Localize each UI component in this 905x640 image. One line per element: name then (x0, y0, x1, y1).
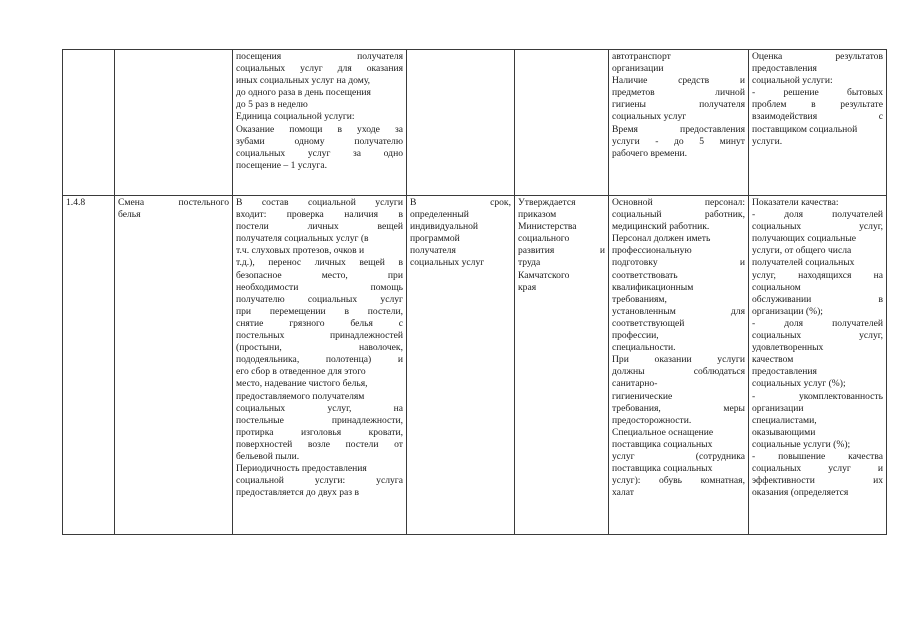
text-line: квалификационным (612, 281, 694, 293)
text-line: Единица социальной услуги: (236, 111, 355, 123)
text-line: безопасное место, при (236, 269, 403, 281)
text-line: - укомплектованность (752, 390, 883, 402)
cell-service-name (115, 196, 233, 535)
text-line: белья (118, 209, 141, 221)
cell-service-content (233, 196, 407, 535)
text-line: предоставляется до двух раз в (236, 487, 359, 499)
cell-service-number (63, 196, 115, 535)
text-line: социальных услуг, (752, 330, 883, 342)
text-line: халат (612, 487, 635, 499)
text-line: социальных услуг, на (236, 402, 403, 414)
text-line: проблем в результате (752, 99, 883, 111)
cell-quality (749, 50, 887, 196)
text-line: Смена постельного (118, 197, 229, 208)
text-line: соответствующей (612, 317, 685, 329)
text-line: требованиям, (612, 293, 667, 305)
text-line: получающих социальные (752, 233, 857, 245)
cell-conditions (609, 50, 749, 196)
text-line: автотранспорт (612, 51, 671, 62)
text-line: пододеяльника, полотенца) и (236, 354, 403, 366)
text-line: развития и (518, 245, 605, 257)
text-line: получателя (410, 245, 456, 257)
text-line: услуги - до 5 минут (612, 135, 745, 147)
text-line: - повышение качества (752, 450, 883, 462)
cell-tariff-empty (515, 50, 609, 196)
continued-row (63, 50, 887, 196)
text-line: социальных услуг для оказания (236, 63, 403, 75)
text-line: программой (410, 233, 460, 245)
text-line: зубами одному получателю (236, 135, 403, 147)
text-line: (простыни, наволочек, (236, 342, 403, 354)
text-line: качеством (752, 354, 794, 366)
text-line: входит: проверка наличия в (236, 209, 403, 221)
text-line: Время предоставления (612, 123, 745, 135)
text-line: установленным для (612, 305, 745, 317)
text-line: Показатели качества: (752, 197, 839, 208)
text-line: подготовку и (612, 257, 745, 269)
text-line: гигиены получателя (612, 99, 745, 111)
text-line: рабочего времени. (612, 147, 688, 159)
text-line: труда (518, 257, 541, 269)
text-line: постельных принадлежностей (236, 330, 403, 342)
text-line: поставщика социальных (612, 463, 713, 475)
text-line: услуг): обувь комнатная, (612, 475, 745, 487)
text-line: протирка изголовья кровати, (236, 426, 403, 438)
cell-service-quality (749, 196, 887, 535)
text-line: социальных услуг (612, 111, 687, 123)
text-line: При оказании услуги (612, 354, 745, 366)
text-line: снятие грязного белья с (236, 317, 403, 329)
text-line: получателя социальных услуг (в (236, 233, 369, 245)
text-line: Утверждается (518, 197, 576, 208)
service-row-1-4-8 (63, 196, 887, 535)
text-line: профессии, (612, 330, 659, 342)
cell-number-empty (63, 50, 115, 196)
text-line: т.ч. слуховых протезов, очков и (236, 245, 365, 257)
cell-service-term (407, 196, 515, 535)
service-number: 1.4.8 (66, 197, 86, 208)
text-line: Специальное оснащение (612, 426, 714, 438)
text-line: получателей социальных (752, 257, 855, 269)
text-line: постельные принадлежности, (236, 414, 403, 426)
text-line: предоставляемого получателям (236, 390, 365, 402)
text-line: предоставления (752, 63, 817, 75)
text-line: удовлетворенных (752, 342, 824, 354)
text-line: поверхностей возле постели от (236, 438, 403, 450)
text-line: Наличие средств и (612, 75, 745, 87)
text-line: при перемещении в постели, (236, 305, 403, 317)
text-line: требования, меры (612, 402, 745, 414)
text-line: - решение бытовых (752, 87, 883, 99)
text-line: постели личных вещей (236, 221, 403, 233)
text-line: В срок, (410, 197, 511, 208)
text-line: взаимодействия с (752, 111, 883, 123)
text-line: социальном (752, 281, 801, 293)
text-line: Оценка результатов (752, 51, 883, 62)
text-line: иных социальных услуг на дому, (236, 75, 371, 87)
text-line: до одного раза в день посещения (236, 87, 371, 99)
text-line: организации (%); (752, 305, 823, 317)
text-line: услуг (сотрудника (612, 450, 745, 462)
cell-term-empty (407, 50, 515, 196)
cell-service-content (233, 50, 407, 196)
text-line: предосторожности. (612, 414, 692, 426)
text-line: специальности. (612, 342, 676, 354)
text-line: оказывающими (752, 426, 816, 438)
cell-name-empty (115, 50, 233, 196)
text-line: Персонал должен иметь (612, 233, 711, 245)
text-line: предметов личной (612, 87, 745, 99)
text-line: приказом (518, 209, 557, 221)
text-line: специалистами, (752, 414, 817, 426)
text-line: посещения получателя (236, 51, 403, 62)
text-line: необходимости помощь (236, 281, 403, 293)
text-line: бельевой пыли. (236, 450, 300, 462)
text-line: организации (612, 63, 664, 75)
text-line: В состав социальной услуги (236, 197, 403, 208)
text-line: услуги, от общего числа (752, 245, 852, 257)
text-line: социальных услуг (410, 257, 485, 269)
text-line: социальный работник, (612, 209, 745, 221)
text-line: социальной услуги: (752, 75, 833, 87)
text-line: социальных услуг и (752, 463, 883, 475)
text-line: место, надевание чистого белья, (236, 378, 368, 390)
text-line: эффективности их (752, 475, 883, 487)
text-line: края (518, 281, 537, 293)
text-line: социальных услуг (%); (752, 378, 846, 390)
text-line: Министерства (518, 221, 577, 233)
text-line: Основной персонал: (612, 197, 745, 208)
text-line: организации (752, 402, 804, 414)
text-line: поставщика социальных (612, 438, 713, 450)
text-line: - доля получателей (752, 209, 883, 221)
services-table (62, 49, 887, 535)
text-line: обслуживании в (752, 293, 883, 305)
cell-service-tariff (515, 196, 609, 535)
text-line: поставщиком социальной (752, 123, 858, 135)
text-line: посещение – 1 услуга. (236, 159, 327, 171)
text-line: до 5 раз в неделю (236, 99, 308, 111)
text-line: должны соблюдаться (612, 366, 745, 378)
text-line: получателю социальных услуг (236, 293, 403, 305)
text-line: предоставления (752, 366, 817, 378)
text-line: т.д.), перенос личных вещей в (236, 257, 403, 269)
text-line: гигиенические (612, 390, 673, 402)
text-line: социальные услуги (%); (752, 438, 851, 450)
text-line: Периодичность предоставления (236, 463, 367, 475)
text-line: индивидуальной (410, 221, 479, 233)
text-line: оказания (определяется (752, 487, 849, 499)
text-line: услуги. (752, 135, 783, 147)
text-line: санитарно- (612, 378, 658, 390)
text-line: медицинский работник. (612, 221, 710, 233)
text-line: Оказание помощи в уходе за (236, 123, 403, 135)
text-line: социального (518, 233, 570, 245)
text-line: определенный (410, 209, 469, 221)
text-line: профессиональную (612, 245, 692, 257)
text-line: социальных услуг, (752, 221, 883, 233)
text-line: социальных услуг за одно (236, 147, 403, 159)
text-line: - доля получателей (752, 317, 883, 329)
text-line: соответствовать (612, 269, 678, 281)
text-line: Камчатского (518, 269, 570, 281)
text-line: социальной услуги: услуга (236, 475, 403, 487)
text-line: его сбор в отведенное для этого (236, 366, 366, 378)
cell-service-conditions (609, 196, 749, 535)
text-line: услуг, находящихся на (752, 269, 883, 281)
